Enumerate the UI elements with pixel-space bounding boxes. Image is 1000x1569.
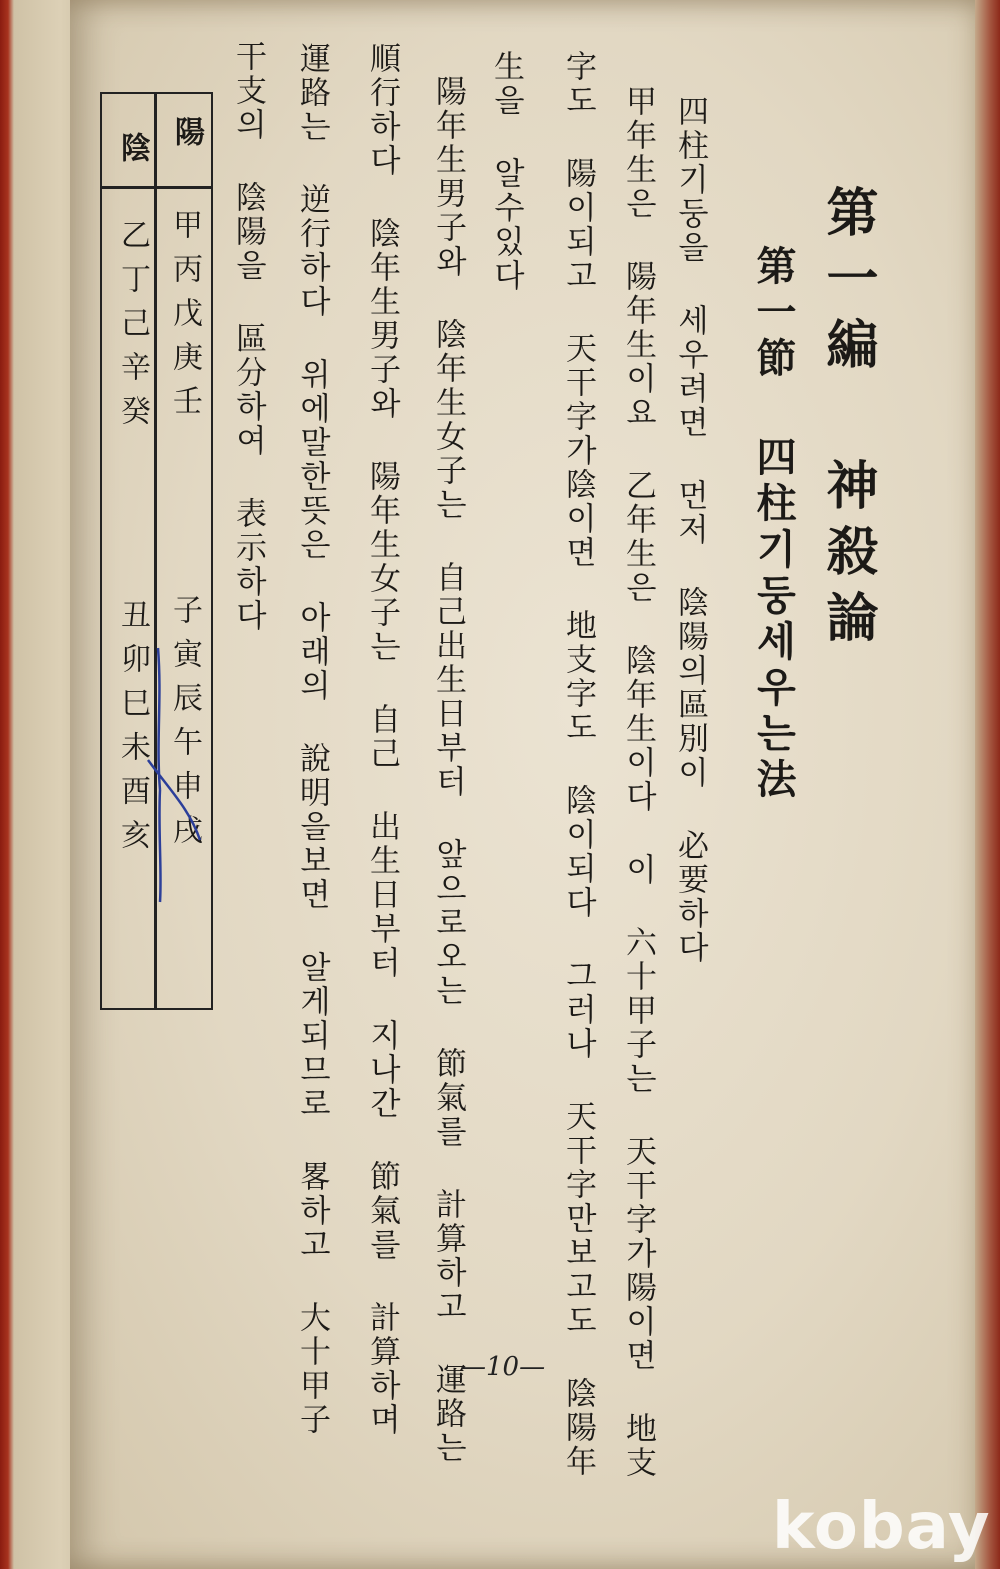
body-column-1: 四柱기둥을 세우려면 먼저 陰陽의區別이 必要하다 <box>672 95 708 965</box>
body-column-4: 生을 알수있다 <box>488 50 524 293</box>
yin-branches: 丑卯巳未酉亥 <box>115 599 150 863</box>
background-edge-right <box>975 0 1000 1569</box>
yang-header: 陽 <box>169 116 204 160</box>
yang-stems: 甲丙戊庚壬 <box>167 209 202 429</box>
yang-branches: 子寅辰午申戌 <box>167 594 202 858</box>
body-column-5: 陽年生男子와 陰年生女子는 自己出生日부터 앞으로오는 節氣를 計算하고 運路는 <box>430 75 466 1465</box>
body-column-6: 順行하다 陰年生男子와 陽年生女子는 自己 出生日부터 지나간 節氣를 計算하며 <box>364 42 400 1437</box>
pen-mark <box>140 640 210 910</box>
body-column-8: 干支의 陰陽을 區分하여 表示하다 <box>230 40 266 633</box>
section-title: 第一節 四柱기둥세우는法 <box>750 245 797 804</box>
body-column-2: 甲年生은 陽年生이요 乙年生은 陰年生이다 이 六十甲子는 天干字가陽이면 地支 <box>620 85 656 1480</box>
yin-header: 陰 <box>115 132 150 176</box>
watermark-logo: kobay <box>772 1490 991 1564</box>
body-column-3: 字도 陽이되고 天干字가陰이면 地支字도 陰이되다 그러나 天干字만보고도 陰陽年 <box>560 50 596 1479</box>
body-column-7: 運路는 逆行하다 위에말한뜻은 아래의 說明을보면 알게되므로 畧하고 大十甲子 <box>294 42 330 1437</box>
page-title: 第一編 神殺論 <box>817 185 878 656</box>
table-divider-horizontal <box>102 186 211 189</box>
yin-stems: 乙丁己辛癸 <box>115 219 150 439</box>
page-number: —10— <box>460 1352 546 1382</box>
